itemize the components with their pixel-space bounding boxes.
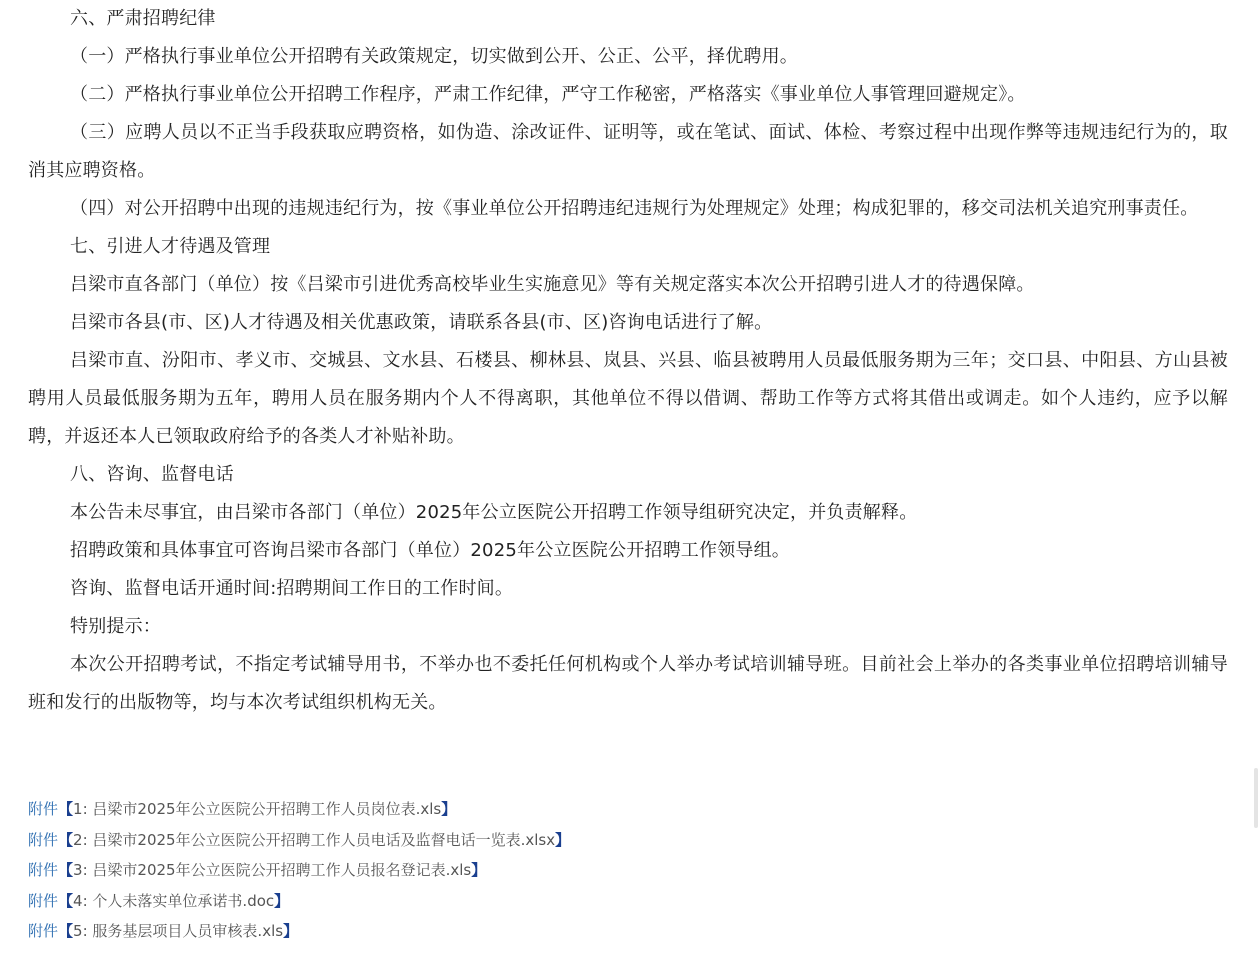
attachment-item [28, 916, 1228, 947]
attachment-filename: 服务基层项目人员审核表.xls [92, 922, 284, 940]
attachment-filename: 吕梁市2025年公立医院公开招聘工作人员电话及监督电话一览表.xlsx [92, 830, 556, 849]
attachment-prefix: 附件 [28, 891, 59, 910]
attachment-item [28, 855, 1228, 886]
paragraph: 吕梁市直、汾阳市、孝义市、交城县、文水县、石楼县、柳林县、岚县、兴县、临县被聘用人员最低服务期为三年；交口县、中阳县、方山县被聘用人员最低服务期为五年，聘用人员在服务期内个人不得离职，其他单位不得以借调、帮助工作等方式将其借出或调走。如个人违约，应予以解聘，并返还本人已领取政府给予的各类人才补贴补助。 [28, 350, 1228, 447]
bracket-close: 】 [471, 861, 487, 879]
paragraph: 吕梁市直各部门（单位）按《吕梁市引进优秀高校毕业生实施意见》等有关规定落实本次公开招聘引进人才的待遇保障。 [70, 274, 1035, 295]
attachment-item [28, 886, 1228, 917]
scrollbar-edge[interactable] [1254, 768, 1258, 828]
attachment-index: 1: [73, 800, 88, 818]
attachment-prefix: 附件 [28, 922, 59, 940]
attachment-item [28, 825, 1228, 856]
paragraph: 咨询、监督电话开通时间:招聘期间工作日的工作时间。 [70, 578, 514, 599]
paragraph: 本次公开招聘考试，不指定考试辅导用书，不举办也不委托任何机构或个人举办考试培训辅导班。目前社会上举办的各类事业单位招聘培训辅导班和发行的出版物等，均与本次考试组织机构无关。 [28, 654, 1228, 713]
attachment-link-3[interactable] [73, 861, 471, 879]
section-heading-discipline: 六、严肃招聘纪律 [70, 8, 216, 29]
attachment-filename: 个人未落实单位承诺书.doc [92, 891, 275, 910]
attachment-prefix: 附件 [28, 830, 59, 849]
attachment-link-5[interactable] [73, 922, 283, 940]
bracket-close: 】 [283, 922, 299, 940]
attachment-list [28, 794, 1228, 947]
bracket-open: 【 [58, 922, 74, 940]
paragraph: 本公告未尽事宜，由吕梁市各部门（单位）2025年公立医院公开招聘工作领导组研究决定，并负责解释。 [70, 502, 918, 523]
bracket-close: 】 [274, 891, 290, 910]
attachment-index: 2: [73, 830, 88, 849]
bracket-open: 【 [58, 830, 74, 849]
attachment-link-4[interactable] [73, 892, 274, 910]
attachment-link-2[interactable] [73, 831, 555, 849]
paragraph: （一）严格执行事业单位公开招聘有关政策规定，切实做到公开、公正、公平，择优聘用。 [70, 46, 798, 67]
paragraph: （四）对公开招聘中出现的违规违纪行为，按《事业单位公开招聘违纪违规行为处理规定》处理；构成犯罪的，移交司法机关追究刑事责任。 [70, 198, 1199, 219]
bracket-open: 【 [58, 861, 74, 879]
attachment-link-1[interactable] [73, 800, 441, 818]
section-heading-talent: 七、引进人才待遇及管理 [70, 236, 271, 257]
paragraph: （二）严格执行事业单位公开招聘工作程序，严肃工作纪律，严守工作秘密，严格落实《事业单位人事管理回避规定》。 [70, 84, 1026, 105]
paragraph: （三）应聘人员以不正当手段获取应聘资格，如伪造、涂改证件、证明等，或在笔试、面试、体检、考察过程中出现作弊等违规违纪行为的，取消其应聘资格。 [28, 122, 1228, 181]
attachment-index: 5: [73, 922, 88, 940]
attachment-filename: 吕梁市2025年公立医院公开招聘工作人员报名登记表.xls [92, 861, 472, 879]
paragraph: 吕梁市各县(市、区)人才待遇及相关优惠政策，请联系各县(市、区)咨询电话进行了解。 [70, 312, 773, 333]
bracket-open: 【 [58, 800, 74, 818]
attachment-index: 4: [73, 891, 88, 910]
section-heading-consult: 八、咨询、监督电话 [70, 464, 234, 485]
attachment-prefix: 附件 [28, 800, 59, 818]
bracket-close: 】 [441, 800, 457, 818]
paragraph: 招聘政策和具体事宜可咨询吕梁市各部门（单位）2025年公立医院公开招聘工作领导组。 [70, 540, 791, 561]
attachment-prefix: 附件 [28, 861, 59, 879]
special-notice-label: 特别提示： [70, 616, 161, 637]
attachment-item [28, 794, 1228, 825]
bracket-open: 【 [58, 891, 74, 910]
article-body [28, 0, 1228, 722]
attachment-filename: 吕梁市2025年公立医院公开招聘工作人员岗位表.xls [92, 800, 442, 818]
attachment-index: 3: [73, 861, 88, 879]
bracket-close: 】 [555, 830, 571, 849]
